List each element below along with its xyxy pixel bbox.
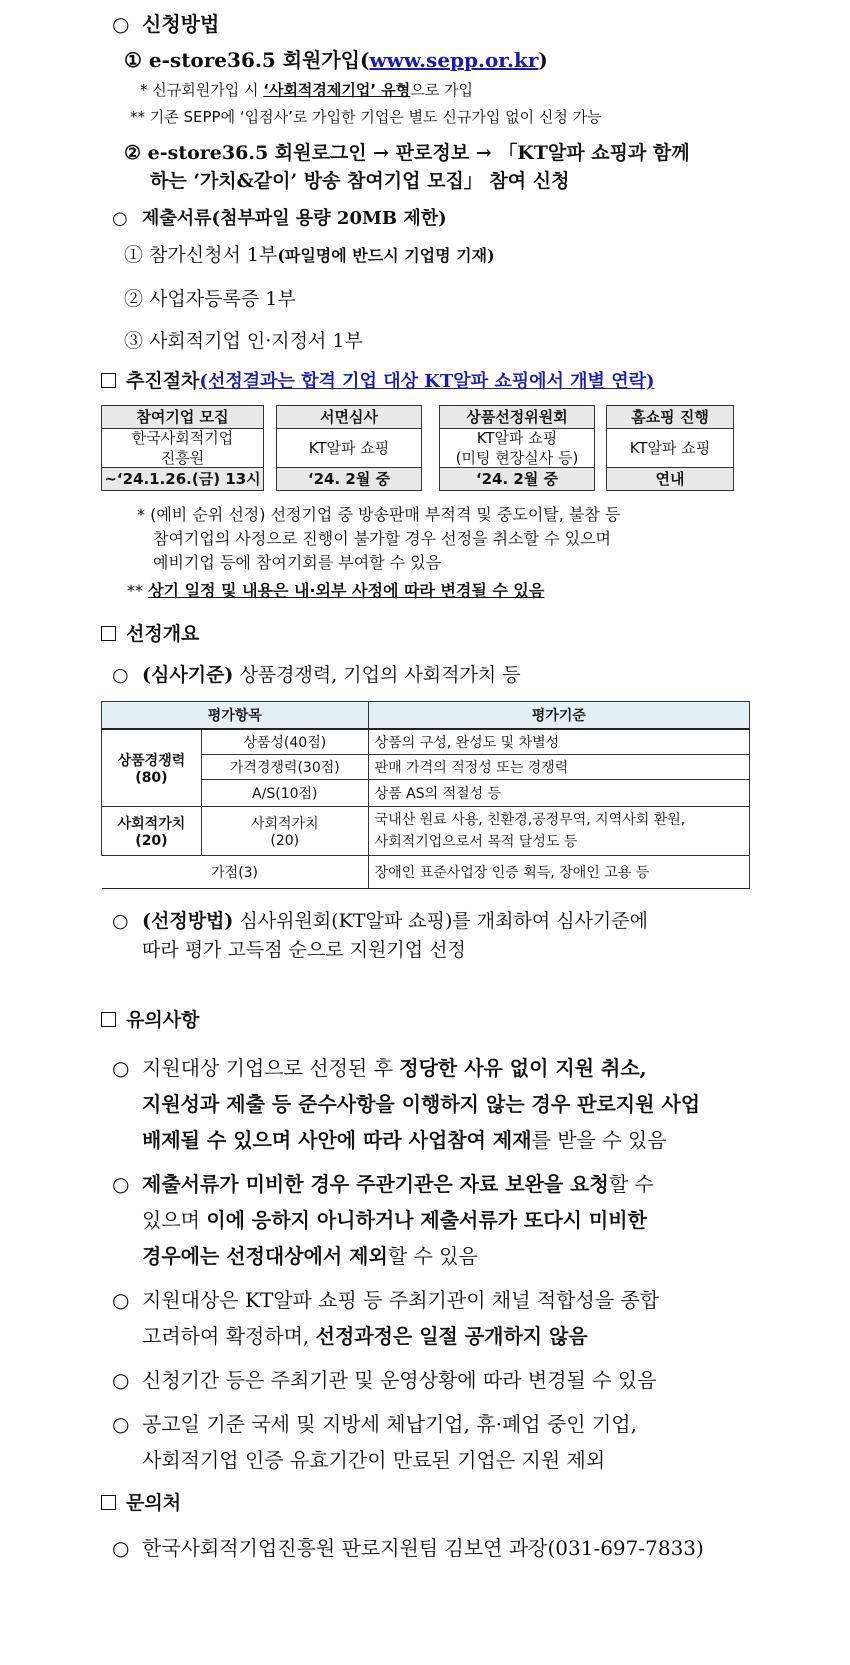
- procedure-note-1-line-1: * (예비 순위 선정) 선정기업 중 방송판매 부적격 및 중도이탈, 불참 등: [137, 505, 621, 524]
- procedure-note-1-line-3: 예비기업 등에 참여기회를 부여할 수 있음: [153, 553, 442, 572]
- docs-item-3: ③ 사회적기업 인·지정서 1부: [124, 330, 363, 352]
- step-home-shopping: 홈쇼핑 진행 KT알파 쇼핑 연내: [606, 405, 734, 491]
- note-1-line-1: ○ 지원대상 기업으로 선정된 후 정당한 사유 없이 지원 취소,: [112, 1056, 647, 1080]
- table-header-row: 평가항목 평가기준: [102, 702, 750, 730]
- apply-heading: ○ 신청방법: [112, 12, 220, 36]
- contact-line: ○ 한국사회적기업진흥원 판로지원팀 김보연 과장(031-697-7833): [112, 1536, 704, 1560]
- procedure-note-2: ** 상기 일정 및 내용은 내·외부 사정에 따라 변경될 수 있음: [127, 581, 545, 600]
- docs-heading: ○ 제출서류(첨부파일 용량 20MB 제한): [112, 208, 447, 229]
- note-4: ○ 신청기간 등은 주최기관 및 운영상황에 따라 변경될 수 있음: [112, 1368, 657, 1392]
- contact-heading: 문의처: [101, 1488, 181, 1515]
- note-1-line-2: 지원성과 제출 등 준수사항을 이행하지 않는 경우 판로지원 사업: [142, 1092, 701, 1116]
- table-row: 가점(3) 장애인 표준사업장 인증 획득, 장애인 고용 등: [102, 856, 750, 889]
- apply-item-1: ① e-store36.5 회원가입(www.sepp.or.kr): [124, 48, 548, 72]
- apply-item-2-line-2: 하는 ‘가치&같이’ 방송 참여기업 모집」 참여 신청: [150, 170, 570, 192]
- criteria-table: [101, 701, 750, 889]
- table-row: 상품경쟁력 (80) 상품성(40점) 상품의 구성, 완성도 및 차별성: [102, 729, 750, 755]
- step-selection-committee: 상품선정위원회 KT알파 쇼핑 (미팅 현장실사 등) ‘24. 2월 중: [439, 405, 595, 491]
- apply-item-2-line-1: ② e-store36.5 회원로그인 → 판로정보 → 「KT알파 쇼핑과 함께: [124, 142, 690, 164]
- procedure-heading: 추진절차(선정결과는 합격 기업 대상 KT알파 쇼핑에서 개별 연락): [101, 366, 655, 393]
- note-2-line-2: 있으며 이에 응하지 아니하거나 제출서류가 또다시 미비한: [142, 1208, 647, 1232]
- sepp-link[interactable]: www.sepp.or.kr: [369, 48, 539, 72]
- checkbox-square-icon: [101, 626, 116, 641]
- note-1-line-3: 배제될 수 있으며 사안에 따라 사업참여 제재를 받을 수 있음: [142, 1128, 667, 1152]
- docs-item-2: ② 사업자등록증 1부: [124, 288, 296, 310]
- criteria-line: ○ (심사기준) 상품경쟁력, 기업의 사회적가치 등: [112, 664, 521, 686]
- checkbox-square-icon: [101, 1495, 116, 1510]
- step-recruit: 참여기업 모집 한국사회적기업 진흥원 ~‘24.1.26.(금) 13시: [101, 405, 264, 491]
- selection-heading: 선정개요: [101, 619, 199, 646]
- note-5-line-1: ○ 공고일 기준 국세 및 지방세 체납기업, 휴·폐업 중인 기업,: [112, 1412, 637, 1436]
- apply-note-1: * 신규회원가입 시 ‘사회적경제기업’ 유형으로 가입: [140, 81, 474, 99]
- note-3-line-2: 고려하여 확정하며, 선정과정은 일절 공개하지 않음: [142, 1324, 588, 1348]
- table-row: 사회적가치 (20) 사회적가치 (20) 국내산 원료 사용, 친환경,공정무역, 지역사회 환원, 사회적기업으로서 목적 달성도 등: [102, 807, 750, 856]
- checkbox-square-icon: [101, 1012, 116, 1027]
- note-2-line-3: 경우에는 선정대상에서 제외할 수 있음: [142, 1244, 478, 1268]
- table-row: A/S(10점) 상품 AS의 적절성 등: [102, 780, 750, 807]
- table-row: 가격경쟁력(30점) 판매 가격의 적정성 또는 경쟁력: [102, 755, 750, 780]
- step-document-review: 서면심사 KT알파 쇼핑 ‘24. 2월 중: [276, 405, 422, 491]
- note-5-line-2: 사회적기업 인증 유효기간이 만료된 기업은 지원 제외: [142, 1448, 606, 1472]
- method-line-2: 따라 평가 고득점 순으로 지원기업 선정: [142, 939, 466, 961]
- docs-item-1: ① 참가신청서 1부(파일명에 반드시 기업명 기재): [124, 244, 495, 266]
- note-3-line-1: ○ 지원대상은 KT알파 쇼핑 등 주최기관이 채널 적합성을 종합: [112, 1288, 660, 1312]
- apply-note-2: ** 기존 SEPP에 ‘입점사’로 가입한 기업은 별도 신규가입 없이 신청 가능: [130, 108, 602, 126]
- note-2-line-1: ○ 제출서류가 미비한 경우 주관기관은 자료 보완을 요청할 수: [112, 1172, 654, 1196]
- notes-heading: 유의사항: [101, 1005, 199, 1032]
- method-line-1: ○ (선정방법) 심사위원회(KT알파 쇼핑)를 개최하여 심사기준에: [112, 910, 648, 932]
- checkbox-square-icon: [101, 373, 116, 388]
- procedure-note-1-line-2: 참여기업의 사정으로 진행이 불가할 경우 선정을 취소할 수 있으며: [153, 529, 612, 548]
